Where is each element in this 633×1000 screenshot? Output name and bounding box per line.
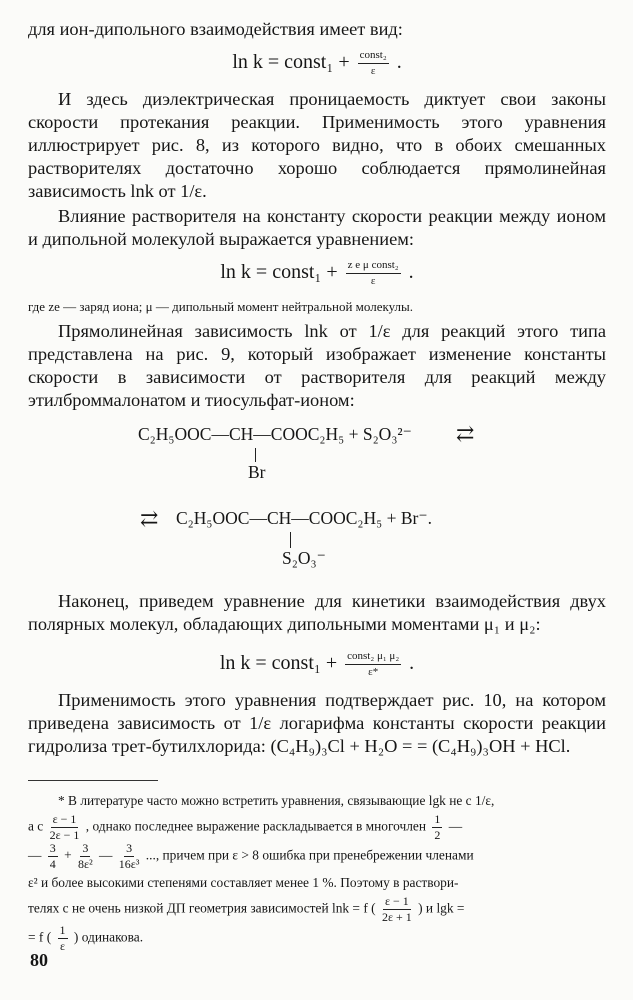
reaction2-bond	[290, 532, 291, 548]
eq1-tail: .	[396, 51, 402, 74]
reaction1-substituent: Br	[248, 462, 266, 482]
footnote-fraction	[382, 895, 412, 924]
intro-line: для ион-дипольного взаимодействия имеет вид:	[28, 19, 403, 39]
footnote-text: = f (	[28, 929, 52, 945]
footnote-line-2	[28, 813, 606, 842]
fraction-denominator: 2ε + 1	[381, 910, 412, 924]
eq2-tail: .	[408, 261, 414, 284]
reaction2-main: C₂H₅OOC—CH—COOC₂H₅ + Br⁻.	[176, 508, 432, 528]
fraction-denominator: 16ε³	[118, 857, 140, 871]
footnote-fraction	[50, 813, 80, 842]
eq3-tail: .	[409, 652, 415, 675]
footnote-fraction	[432, 813, 442, 842]
eq1-numerator: const₂	[358, 49, 389, 64]
eq1-denominator: ε	[370, 65, 376, 77]
footnote-text: а с	[28, 818, 44, 834]
paragraph-polar-molecules: Наконец, приведем уравнение для кинетики взаимодействия двух полярных молекул, обладающих дипольными моментами μ₁ и μ₂:	[28, 591, 606, 634]
footnote-text: —	[99, 847, 113, 863]
eq2-fraction	[346, 259, 401, 288]
footnote-text: ..., причем при ε > 8 ошибка при пренебрежении членами	[145, 847, 474, 863]
fraction-denominator: 8ε²	[78, 857, 93, 871]
eq3-numerator: const₂ μ₁ μ₂	[345, 650, 401, 665]
eq2-denominator: ε	[370, 275, 376, 287]
footnote-line-3	[28, 842, 606, 871]
equation-dipole-dipole	[28, 650, 606, 679]
paragraph-solvent-influence: Влияние растворителя на константу скорости реакции между ионом и дипольной молекулой выражается уравнением:	[28, 206, 606, 249]
footnote	[28, 789, 606, 953]
footnote-text: , однако последнее выражение раскладывается в многочлен	[85, 818, 427, 834]
footnote-text: ) одинакова.	[73, 929, 144, 945]
fraction-denominator: 4	[49, 857, 56, 871]
footnote-text: телях с не очень низкой ДП геометрия зависимостей lnk = f (	[28, 900, 376, 916]
footnote-text: ) и lgk =	[418, 900, 465, 916]
footnote-line-6	[28, 924, 606, 953]
paragraph-linear-dependence: Прямолинейная зависимость lnk от 1/ε для реакций этого типа представлена на рис. 9, который изображает изменение константы скорости в зависимости от растворителя для реакций между этилброммалонатом и тиосульфат-ионом:	[28, 321, 606, 410]
equation-ion-dipole-molecule	[28, 259, 606, 288]
footnote-fraction	[119, 842, 140, 871]
footnote-line-5	[28, 895, 606, 924]
eq2-lhs: ln k = const₁ +	[220, 261, 338, 284]
footnote-fraction	[78, 842, 93, 871]
footnote-text: —	[448, 818, 463, 834]
reaction-line-1	[28, 418, 606, 496]
where-note: где ze — заряд иона; μ — дипольный момент нейтральной молекулы.	[28, 299, 413, 314]
footnote-text: +	[64, 847, 72, 863]
footnote-fraction	[48, 842, 58, 871]
eq3-lhs: ln k = const₁ +	[219, 652, 338, 675]
eq3-fraction	[345, 650, 401, 679]
eq1-lhs: ln k = const₁ +	[232, 51, 350, 74]
footnote-text: —	[28, 847, 42, 863]
eq2-numerator: z e μ const₂	[346, 259, 401, 274]
reaction2-substituent: S₂O₃⁻	[282, 548, 326, 568]
eq3-denominator: ε*	[368, 666, 379, 678]
paragraph-dielectric: И здесь диэлектрическая проницаемость диктует свои законы скорости протекания реакции. Применимость этого уравнения иллюстрирует рис. 8, из которого видно, что в обоих смешанных растворителях достаточно хорошо соблюдается прямолинейная зависимость lnk от 1/ε.	[28, 89, 606, 201]
fraction-numerator: ε − 1	[384, 894, 409, 908]
fraction-denominator: ε	[60, 939, 66, 953]
footnote-line-1: * В литературе часто можно встретить уравнения, связывающие lgk не с 1/ε,	[58, 793, 495, 808]
page-body	[28, 18, 606, 953]
fraction-numerator: 3	[49, 841, 56, 855]
fraction-numerator: 3	[82, 841, 89, 855]
fraction-numerator: 3	[126, 841, 133, 855]
fraction-denominator: 2	[434, 828, 441, 842]
fraction-numerator: 1	[59, 923, 66, 937]
equation-ion-dipole	[28, 49, 606, 78]
reaction1-main: C₂H₅OOC—CH—COOC₂H₅ + S₂O₃²⁻	[138, 424, 412, 444]
reaction1-arrows: ⇄	[456, 421, 475, 446]
reaction2-arrows: ⇄	[140, 506, 159, 531]
reaction-line-2	[28, 502, 606, 590]
footnote-divider	[28, 780, 158, 781]
footnote-line-4: ε² и более высокими степенями составляет менее 1 %. Поэтому в раствори-	[28, 875, 459, 890]
fraction-denominator: 2ε − 1	[49, 828, 80, 842]
paragraph-hydrolysis: Применимость этого уравнения подтверждает рис. 10, на котором приведена зависимость от 1/ε логарифма константы скорости реакции гидролиза трет-бутилхлорида: (C₄H₉)₃Cl + H₂O = = (C₄H₉)₃OH + HCl.	[28, 690, 606, 756]
eq1-fraction	[358, 49, 389, 78]
fraction-numerator: 1	[434, 812, 441, 826]
page-number: 80	[30, 950, 48, 970]
fraction-numerator: ε − 1	[52, 812, 77, 826]
reaction1-bond	[255, 448, 256, 462]
footnote-fraction	[58, 924, 68, 953]
